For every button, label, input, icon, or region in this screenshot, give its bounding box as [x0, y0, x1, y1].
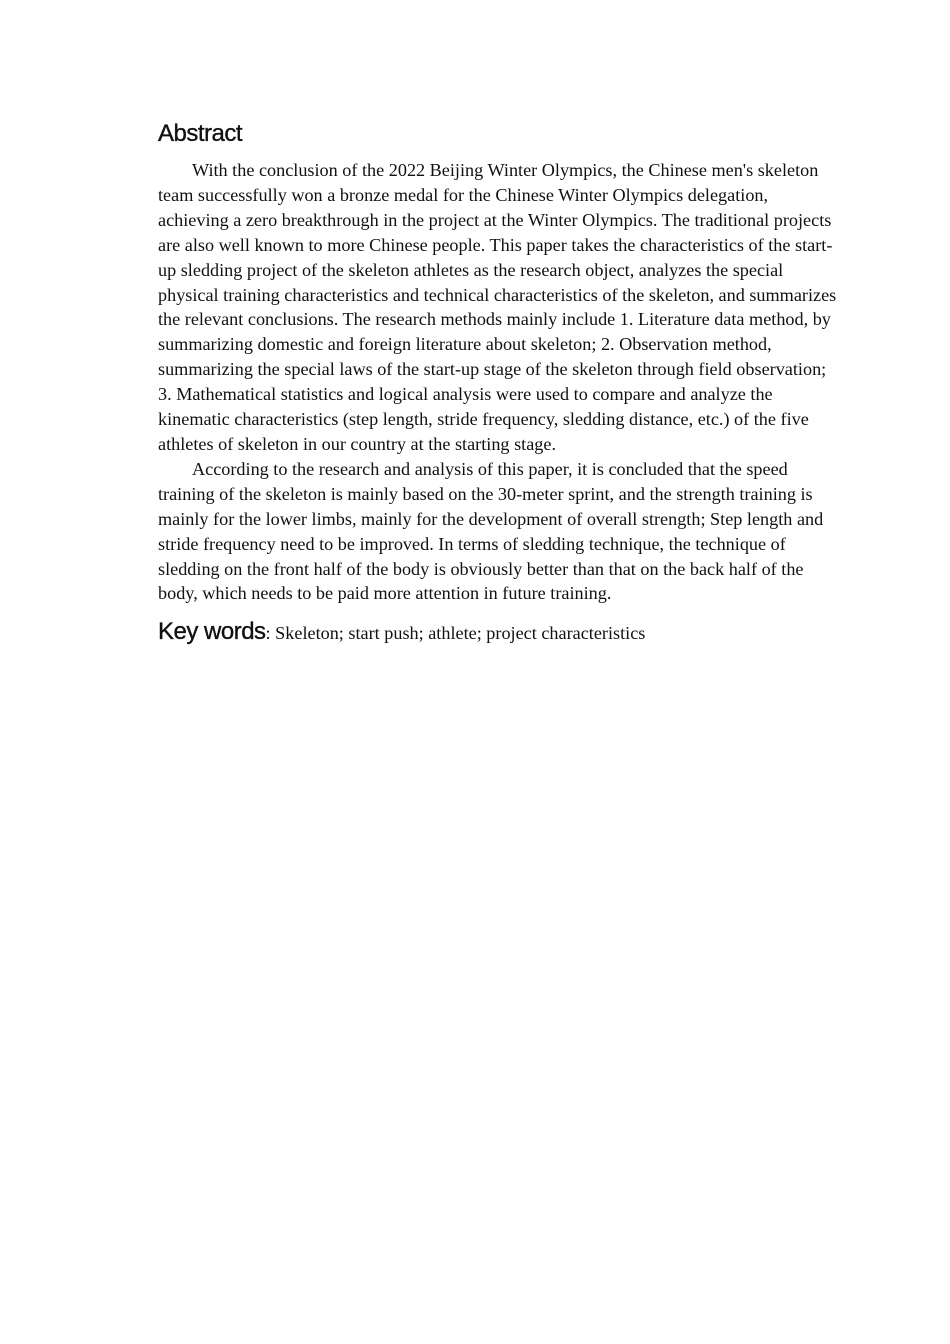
keywords-text: Skeleton; start push; athlete; project characteristics	[275, 623, 646, 644]
keywords-line	[158, 617, 838, 648]
abstract-page	[158, 120, 838, 648]
keywords-label: Key words	[158, 618, 266, 646]
keywords-separator: :	[265, 623, 276, 644]
abstract-paragraph-1: With the conclusion of the 2022 Beijing Winter Olympics, the Chinese men's skeleton team successfully won a bronze medal for the Chinese Winter Olympics delegation, achieving a zero breakthrough in the project at the Winter Olympics. The traditional projects are also well known to more Chinese people. This paper takes the characteristics of the start-up sledding project of the skeleton athletes as the research object, analyzes the special physical training characteristics and technical characteristics of the skeleton, and summarizes the relevant conclusions. The research methods mainly include 1. Literature data method, by summarizing domestic and foreign literature about skeleton; 2. Observation method, summarizing the special laws of the start-up stage of the skeleton through field observation; 3. Mathematical statistics and logical analysis were used to compare and analyze the kinematic characteristics (step length, stride frequency, sledding distance, etc.) of the five athletes of skeleton in our country at the starting stage.	[158, 160, 837, 454]
abstract-paragraph-2: According to the research and analysis of this paper, it is concluded that the speed training of the skeleton is mainly based on the 30-meter sprint, and the strength training is mainly for the lower limbs, mainly for the development of overall strength; Step length and stride frequency need to be improved. In terms of sledding technique, the technique of sledding on the front half of the body is obviously better than that on the back half of the body, which needs to be paid more attention in future training.	[158, 458, 824, 604]
abstract-heading: Abstract	[158, 120, 243, 147]
